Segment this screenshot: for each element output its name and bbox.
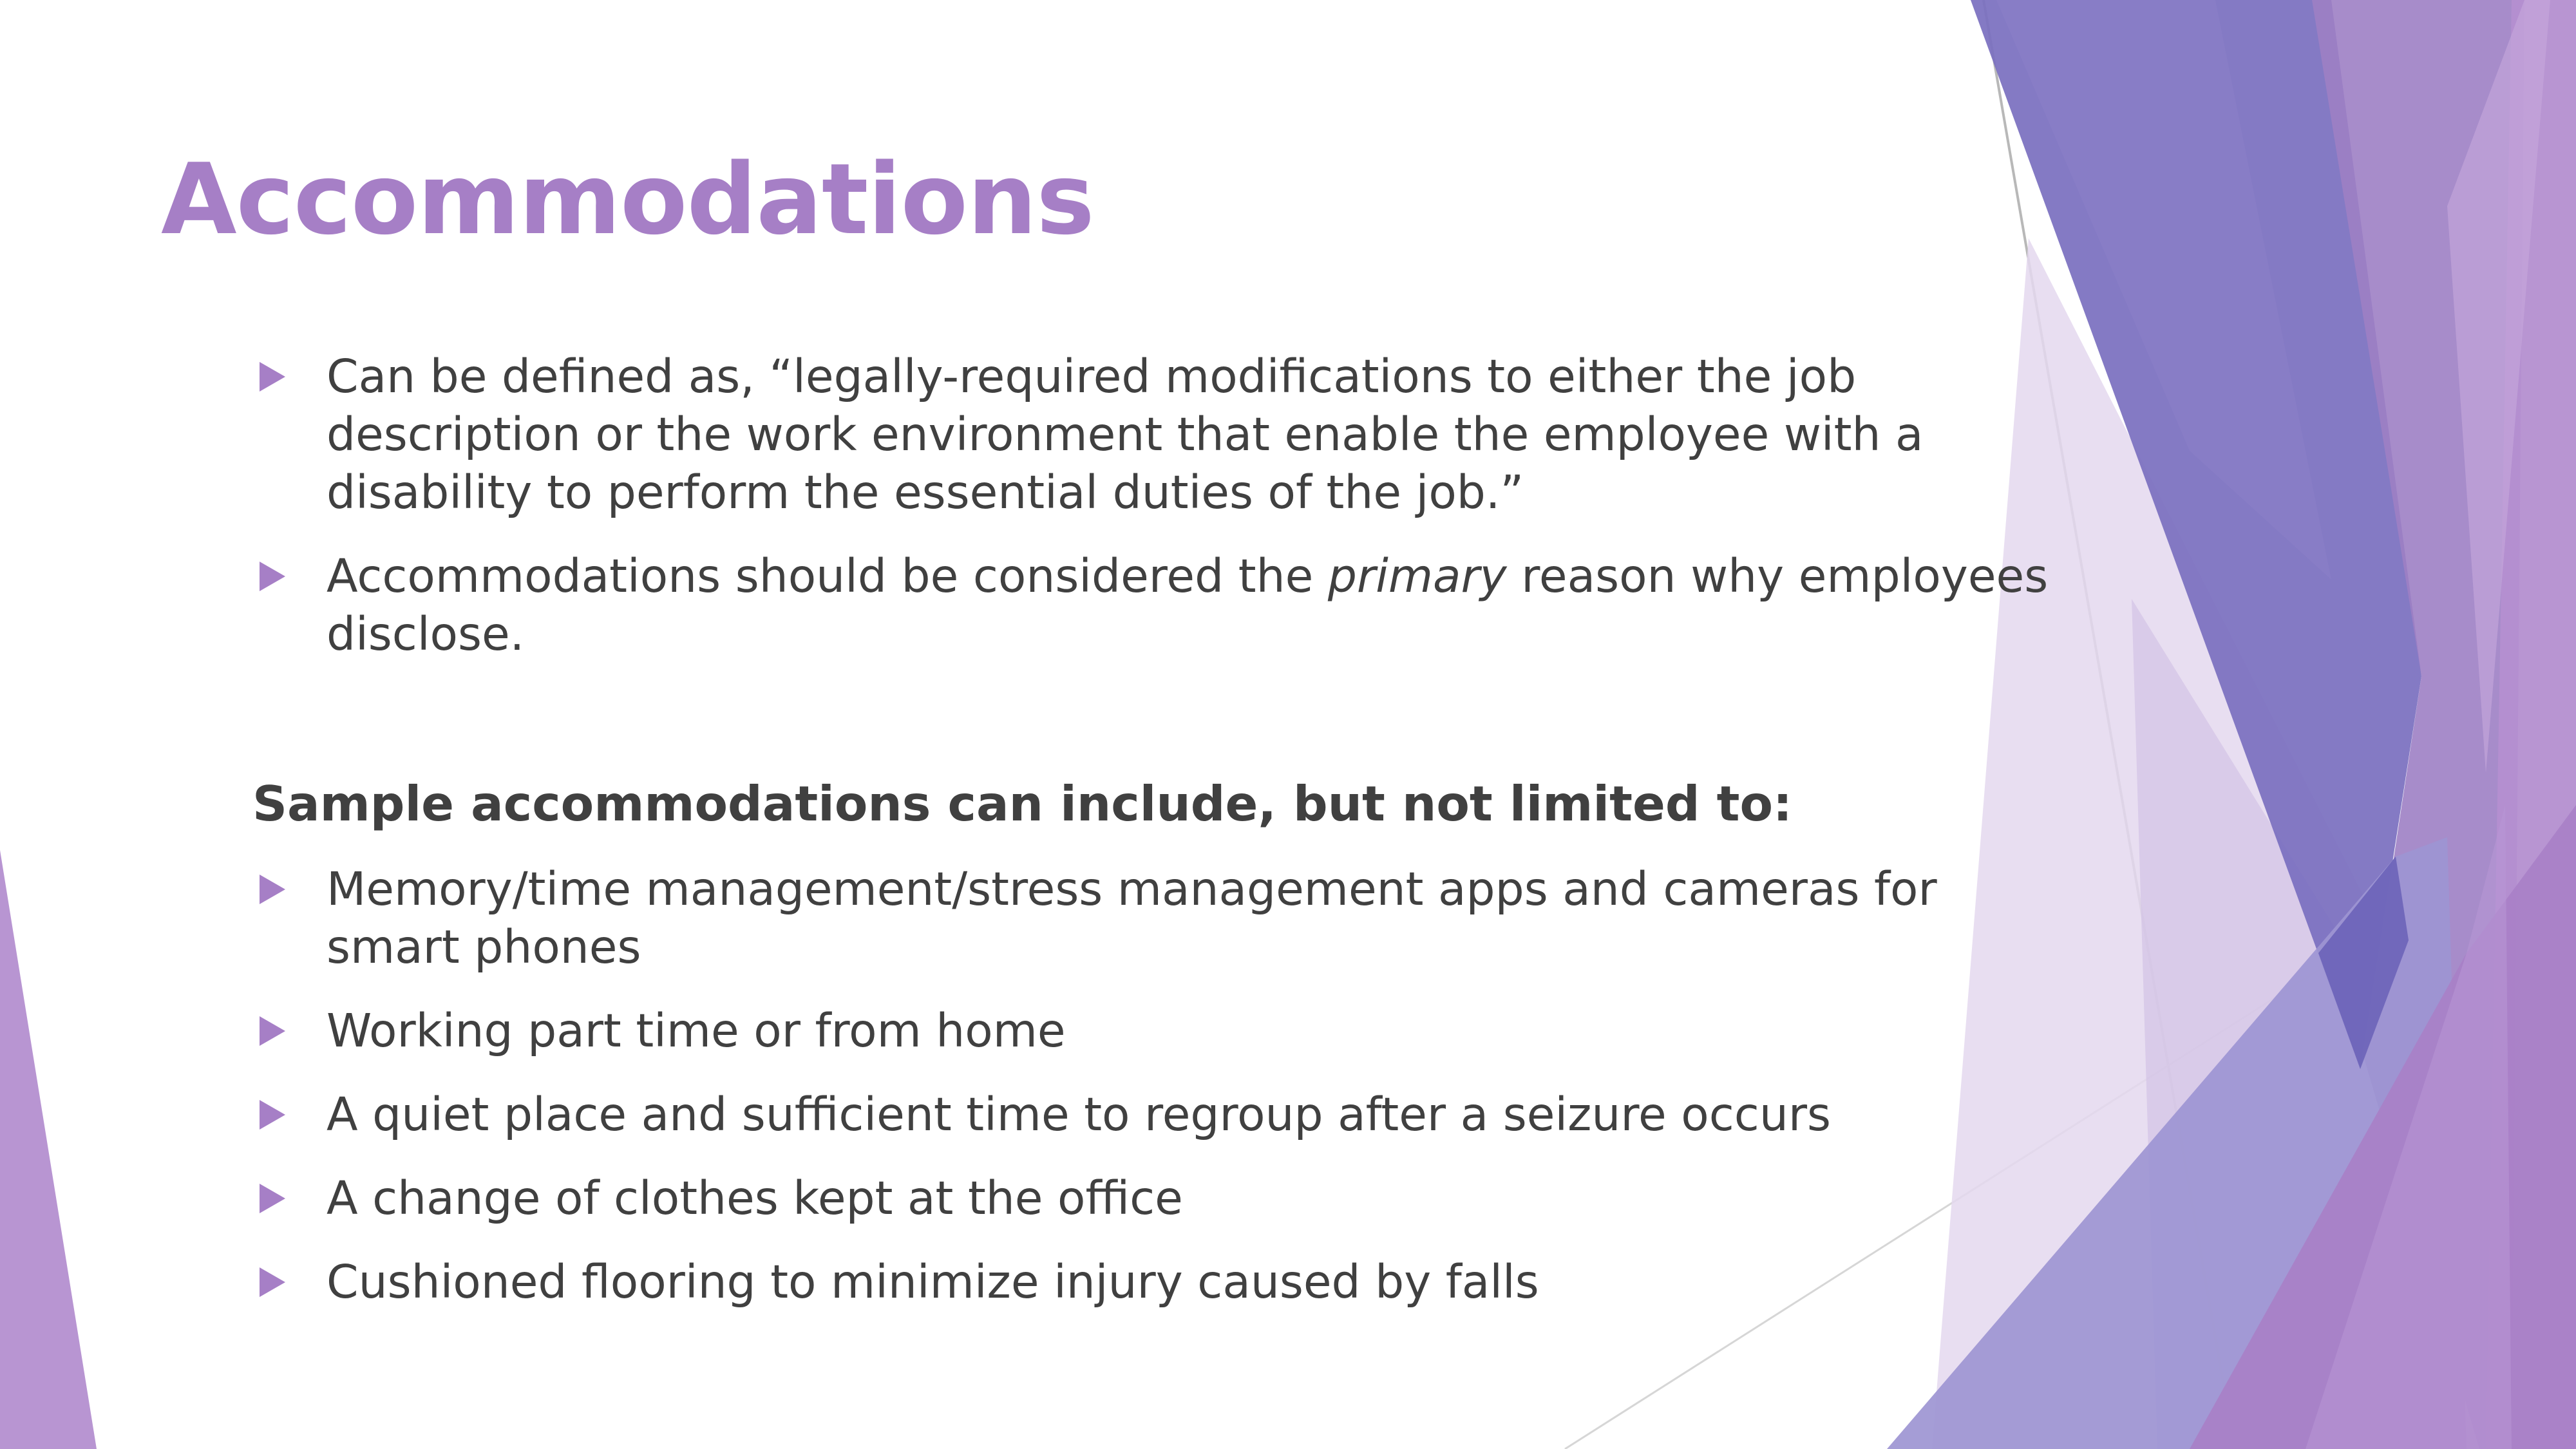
- bullet-text: Working part time or from home: [327, 1004, 1066, 1057]
- list-item: [254, 860, 2070, 976]
- bullet-text: Can be defined as, “legally-required modifications to either the job description or the work environment that enable the employee with a disability to perform the essential duties of the job.”: [327, 350, 1924, 519]
- bullet-text: Memory/time management/stress management apps and cameras for smart phones: [327, 862, 1937, 974]
- triangle-right-icon: [260, 1184, 285, 1213]
- list-item: [254, 348, 2070, 522]
- list-item: [254, 1002, 2070, 1060]
- sample-accommodations-heading: Sample accommodations can include, but not limited to:: [252, 775, 1793, 832]
- bullet-text: A change of clothes kept at the office: [327, 1171, 1183, 1225]
- left-edge-shape: [0, 850, 97, 1449]
- triangle-right-icon: [260, 562, 285, 591]
- slide-title: Accommodations: [161, 142, 1094, 256]
- triangle-right-icon: [260, 1016, 285, 1046]
- bullet-text-end: reason why employees disclose.: [327, 549, 2049, 661]
- bullet-emphasis: primary: [1327, 549, 1507, 603]
- intro-bullet-list: [254, 348, 2070, 689]
- list-item: [254, 547, 2070, 663]
- triangle-right-icon: [260, 1267, 285, 1297]
- list-item: [254, 1253, 2070, 1311]
- sample-bullet-list: [254, 860, 2070, 1337]
- list-item: [254, 1086, 2070, 1144]
- bullet-text: Cushioned flooring to minimize injury caused by falls: [327, 1255, 1539, 1309]
- bullet-text-start: Accommodations should be considered the: [327, 549, 1328, 603]
- triangle-right-icon: [260, 362, 285, 392]
- bullet-text: A quiet place and sufficient time to regroup after a seizure occurs: [327, 1088, 1831, 1141]
- triangle-right-icon: [260, 875, 285, 904]
- triangle-right-icon: [260, 1100, 285, 1130]
- list-item: [254, 1170, 2070, 1227]
